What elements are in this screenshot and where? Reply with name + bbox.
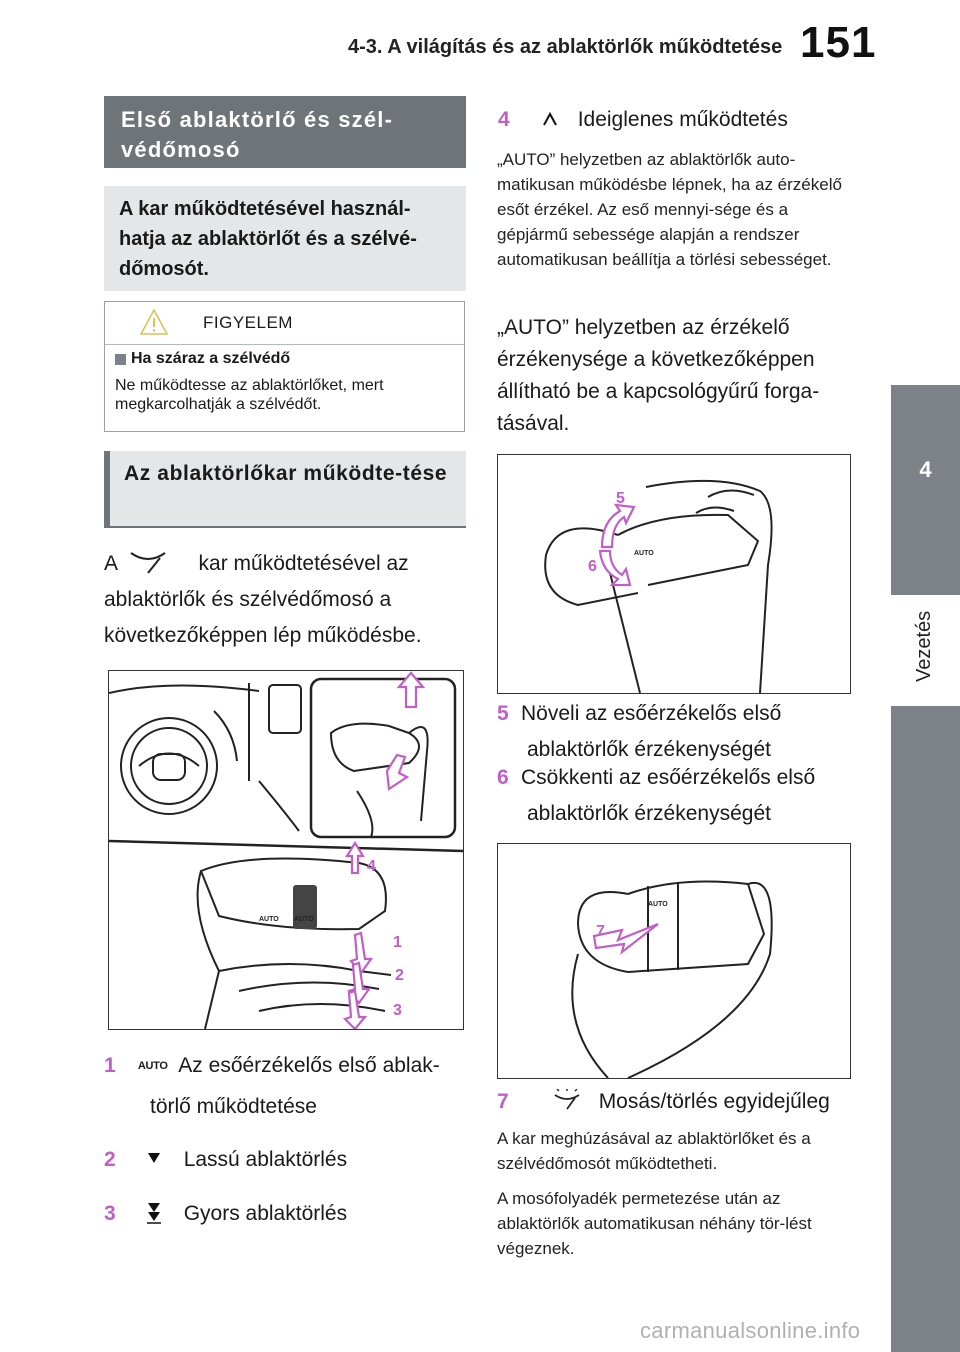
item-text: Mosás/törlés egyidejűleg	[598, 1090, 830, 1113]
section-heading-text: Az ablaktörlőkar működte-tése	[124, 462, 448, 485]
sensitivity-illustration	[498, 455, 850, 693]
callout-7: 7	[596, 923, 605, 940]
list-item-1-continued: törlő működtetése	[150, 1095, 317, 1118]
ring-auto-label: AUTO	[648, 901, 668, 908]
lever-illustration	[109, 671, 463, 1029]
page-number: 151	[800, 18, 877, 67]
chapter-tab-edge	[891, 596, 960, 1352]
warning-box	[104, 301, 465, 432]
double-down-arrow-icon	[134, 1203, 178, 1223]
callout-1: 1	[393, 934, 402, 951]
item-number: 5	[497, 702, 509, 725]
list-item-1	[104, 1048, 484, 1084]
item-text: Lassú ablaktörlés	[183, 1148, 348, 1171]
item-number: 4	[498, 108, 510, 131]
intro-box	[104, 186, 466, 291]
up-chevron-icon	[528, 105, 572, 125]
ring-auto-label: AUTO	[634, 550, 654, 557]
paragraph-washer-1: A kar meghúzásával az ablaktörlőket és a szélvédőmosót működtetheti.	[497, 1129, 811, 1173]
wiper-symbol-slot	[123, 546, 193, 582]
lever-auto-label-2: AUTO	[294, 916, 314, 923]
section-heading-text: Első ablaktörlő és szél-védőmosó	[121, 107, 394, 162]
paragraph-auto: „AUTO” helyzetben az ablaktörlők auto-matikusan működésbe lépnek, ha az érzékelő esőt érzékel. Az eső mennyi-sége és a gépjármű sebessége alapján a rendszer automatikusan beállítja a törlési sebességet.	[497, 150, 842, 269]
list-item-2	[104, 1142, 347, 1178]
item-text: Gyors ablaktörlés	[183, 1202, 348, 1225]
paragraph-sensitivity: „AUTO” helyzetben az érzékelő érzékenysége a következőképpen állítható be a kapcsológyűrű forga-tásával.	[497, 316, 820, 435]
list-item-3	[104, 1196, 347, 1232]
watermark: carmanualsonline.info	[640, 1318, 861, 1343]
list-item-7	[497, 1084, 830, 1120]
washer-icon	[527, 1091, 593, 1111]
item-text: Növeli az esőérzékelős első	[521, 702, 782, 725]
chapter-tab	[891, 385, 960, 595]
item-text: Az esőérzékelős első ablak-	[178, 1054, 440, 1077]
single-down-arrow-icon	[134, 1145, 178, 1165]
callout-4: 4	[367, 858, 376, 875]
item-number: 7	[497, 1090, 509, 1113]
washer-illustration	[498, 844, 850, 1078]
callout-2: 2	[395, 967, 404, 984]
warning-triangle-icon	[139, 307, 169, 337]
item-number: 3	[104, 1202, 116, 1225]
washer-figure	[497, 843, 851, 1079]
section-heading-wiper-operation	[104, 451, 466, 528]
item-number: 2	[104, 1148, 116, 1171]
callout-5: 5	[616, 490, 625, 507]
item-number: 1	[104, 1054, 116, 1077]
lever-figure	[108, 670, 464, 1030]
warning-header	[105, 302, 464, 345]
callout-6: 6	[588, 558, 597, 575]
bullet-square	[115, 354, 126, 365]
sensitivity-figure	[497, 454, 851, 694]
item-text: Ideiglenes működtetés	[577, 108, 788, 131]
wiper-icon	[123, 549, 173, 575]
callout-3: 3	[393, 1002, 402, 1019]
chapter-tab-label: Vezetés	[913, 610, 935, 682]
warning-text: Ne működtesse az ablaktörlőket, mert megkarcolhatják a szélvédőt.	[115, 377, 384, 413]
warning-label: FIGYELEM	[203, 313, 293, 332]
para-a: A	[104, 552, 117, 575]
lever-auto-label-1: AUTO	[259, 916, 279, 923]
list-item-5	[497, 696, 857, 768]
auto-icon: AUTO	[137, 1060, 168, 1072]
item-text: Csökkenti az esőérzékelős első	[521, 766, 816, 789]
chapter-tab-label-box	[891, 596, 960, 706]
paragraph-lever	[104, 546, 474, 654]
item-text-cont: ablaktörlők érzékenységét	[527, 738, 771, 761]
item-number: 6	[497, 766, 509, 789]
para-b: kar működtetésével az ablaktörlők és szélvédőmosó a következőképpen lép működésbe.	[104, 552, 422, 647]
warning-subtitle: Ha száraz a szélvédő	[131, 350, 291, 367]
chapter-title: 4-3. A világítás és az ablaktörlők működtetése	[348, 36, 783, 58]
list-item-4	[498, 102, 788, 138]
section-heading-front-wiper	[104, 96, 466, 168]
item-text-cont: ablaktörlők érzékenységét	[527, 802, 771, 825]
chapter-tab-number: 4	[919, 457, 932, 482]
list-item-6	[497, 760, 857, 832]
intro-text: A kar működtetésével használ-hatja az ablaktörlőt és a szélvé-dőmosót.	[119, 198, 417, 280]
paragraph-washer-2: A mosófolyadék permetezése után az ablaktörlők automatikusan néhány tör-lést végeznek.	[497, 1189, 812, 1258]
